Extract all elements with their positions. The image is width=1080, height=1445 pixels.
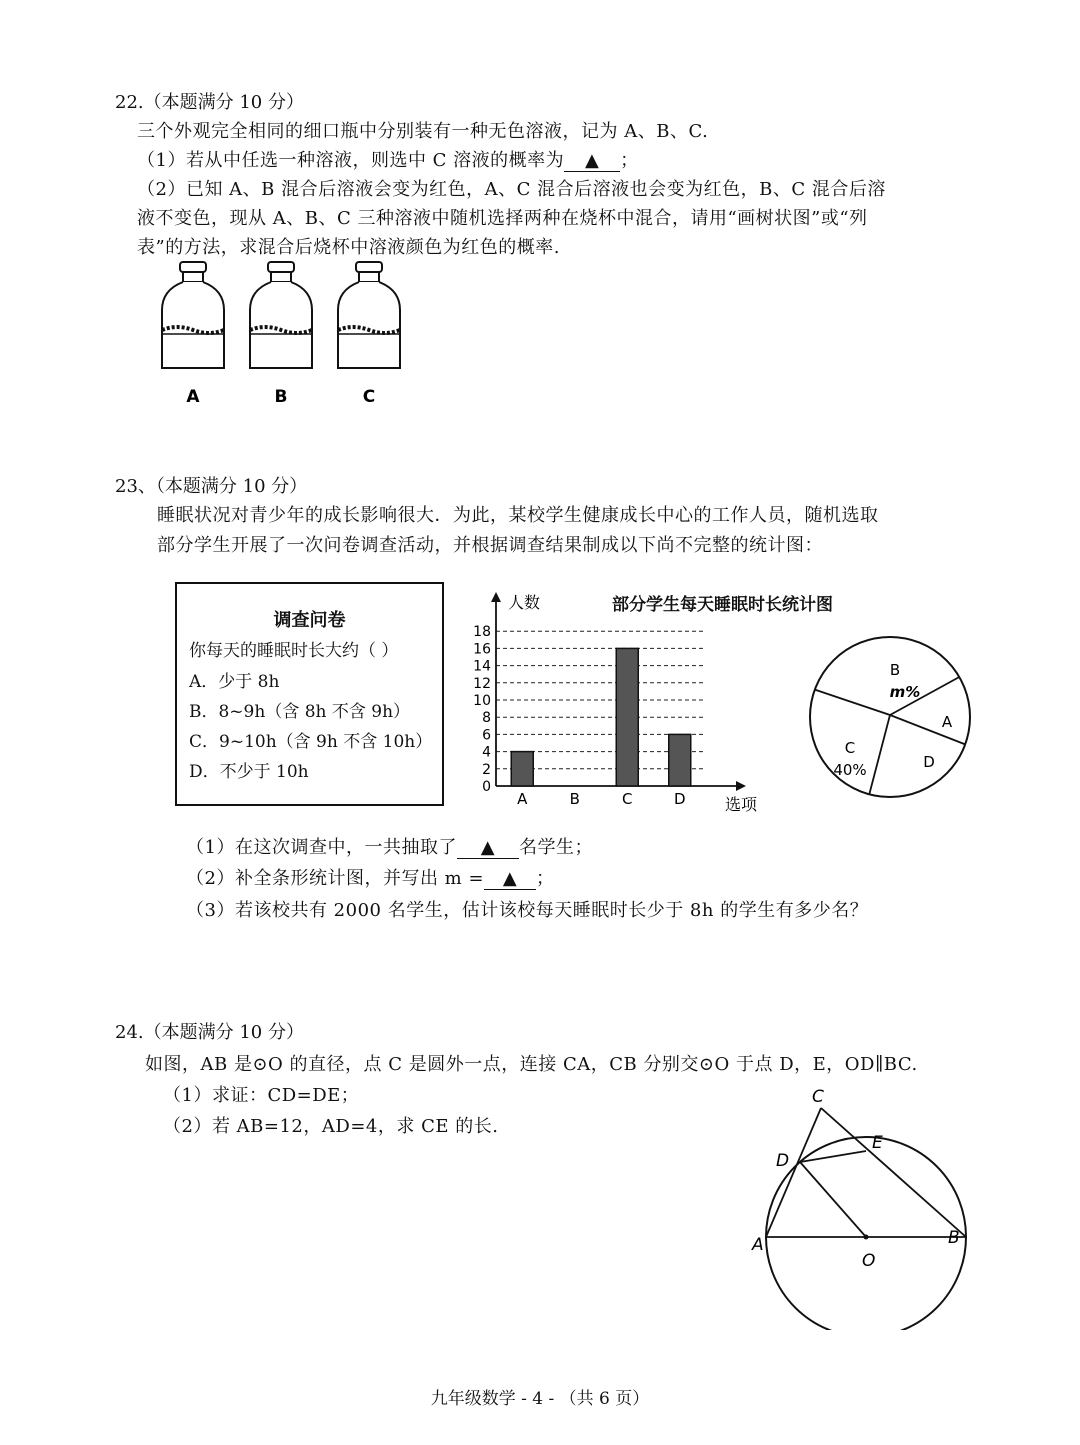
y-tick-label-14: 14 (473, 658, 491, 675)
x-axis-label: 选项 (725, 795, 758, 814)
bar-A (511, 752, 533, 786)
survey-question: 你每天的睡眠时长大约（ ） (189, 641, 399, 661)
y-tick-label-18: 18 (473, 624, 491, 641)
bar-chart-title: 部分学生每天睡眠时长统计图 (612, 595, 833, 615)
bottle-b (250, 262, 312, 368)
q22-part1 (137, 146, 639, 172)
q23-part1-text: （1）在这次调查中，一共抽取了 (186, 837, 457, 858)
q23-title: 23、（本题满分 10 分） (115, 476, 308, 497)
q23-part3: （3）若该校共有 2000 名学生，估计该校每天睡眠时长少于 8h 的学生有多少名？ (186, 900, 869, 921)
q23-part2-text: （2）补全条形统计图，并写出 m = (186, 868, 485, 889)
bottle-label-b: B (274, 387, 288, 407)
q24-part2: （2）若 AB=12，AD=4，求 CE 的长. (163, 1116, 499, 1137)
pie-label-C: C (844, 739, 856, 757)
y-axis-arrow (491, 592, 501, 602)
x-axis-arrow (736, 781, 746, 791)
page-footer: 九年级数学 - 4 - （共 6 页） (430, 1389, 650, 1409)
q22-stem: 三个外观完全相同的细口瓶中分别装有一种无色溶液，记为 A、B、C. (137, 121, 709, 142)
bar-D (669, 734, 691, 786)
segment-od (800, 1162, 866, 1237)
y-tick-label-8: 8 (482, 710, 491, 727)
q23-part2-end: ； (536, 868, 555, 889)
bar-chart (460, 580, 800, 820)
q22-answer-blank: ▲ (564, 150, 620, 172)
point-b-label: B (948, 1228, 960, 1248)
y-tick-label-12: 12 (473, 675, 491, 692)
q23-part1 (186, 833, 593, 859)
pie-chart (800, 635, 980, 805)
pie-label-B: B (889, 661, 901, 679)
pie-value-C: 40% (833, 761, 867, 779)
bottle-label-c: C (362, 387, 376, 407)
y-tick-label-16: 16 (473, 641, 491, 658)
bottle-c (338, 262, 400, 368)
segment-ac (766, 1108, 821, 1237)
pie-value-B: m% (889, 683, 921, 701)
q23-stem-line2: 部分学生开展了一次问卷调查活动，并根据调查结果制成以下尚不完整的统计图： (157, 535, 823, 556)
bar-C (616, 648, 638, 786)
pie-label-D: D (923, 753, 935, 771)
bottle-label-a: A (186, 387, 200, 407)
q22-title: 22.（本题满分 10 分） (115, 92, 304, 113)
segment-cb (821, 1108, 966, 1237)
y-tick-label-10: 10 (473, 693, 491, 709)
y-axis-label: 人数 (508, 593, 541, 612)
q23-answer-blank-2: ▲ (484, 868, 536, 890)
point-d-label: D (776, 1151, 790, 1171)
q23-answer-blank-1: ▲ (457, 837, 519, 859)
x-tick-label-B: B (569, 790, 580, 808)
pie-label-A: A (941, 713, 953, 731)
point-o-label: O (862, 1251, 876, 1271)
survey-box (175, 582, 444, 806)
survey-option-a: A．少于 8h (189, 672, 280, 692)
q24-part1: （1）求证：CD=DE； (163, 1085, 360, 1106)
point-a-label: A (752, 1235, 764, 1255)
survey-title: 调查问卷 (273, 610, 346, 631)
point-c-label: C (812, 1087, 824, 1107)
y-tick-label-6: 6 (482, 727, 491, 744)
q22-part1-text: （1）若从中任选一种溶液，则选中 C 溶液的概率为 (137, 150, 565, 171)
q23-part1-end: 名学生； (518, 837, 593, 858)
survey-option-d: D．不少于 10h (189, 762, 309, 782)
segment-de (800, 1151, 866, 1162)
q22-part2-line1: （2）已知 A、B 混合后溶液会变为红色，A、C 混合后溶液也会变为红色，B、C 混合后溶 (137, 179, 886, 200)
q22-part2-line2: 液不变色，现从 A、B、C 三种溶液中随机选择两种在烧杯中混合，请用“画树状图”或“列 (137, 208, 868, 229)
survey-option-c: C．9~10h（含 9h 不含 10h） (189, 732, 433, 752)
survey-option-b: B．8~9h（含 8h 不含 9h） (189, 702, 411, 722)
bottle-a (162, 262, 224, 368)
y-tick-label-4: 4 (482, 744, 491, 761)
point-e-label: E (872, 1133, 883, 1153)
y-tick-label-0: 0 (482, 779, 491, 795)
x-tick-label-C: C (622, 790, 633, 808)
q24-title: 24.（本题满分 10 分） (115, 1022, 304, 1043)
x-tick-label-A: A (517, 790, 528, 808)
y-tick-label-2: 2 (482, 761, 491, 778)
q22-part2-line3: 表”的方法，求混合后烧杯中溶液颜色为红色的概率. (137, 237, 560, 258)
q23-stem-line1: 睡眠状况对青少年的成长影响很大．为此，某校学生健康成长中心的工作人员，随机选取 (157, 505, 879, 526)
center-dot (864, 1235, 869, 1240)
geometry-figure (740, 1080, 980, 1330)
x-tick-label-D: D (673, 790, 686, 808)
q22-part1-end: ； (620, 150, 639, 171)
q24-stem: 如图，AB 是⊙O 的直径，点 C 是圆外一点，连接 CA，CB 分别交⊙O 于点 D，E，OD∥BC. (145, 1054, 918, 1075)
q23-part2 (186, 864, 555, 890)
bottles-figure (150, 258, 410, 408)
